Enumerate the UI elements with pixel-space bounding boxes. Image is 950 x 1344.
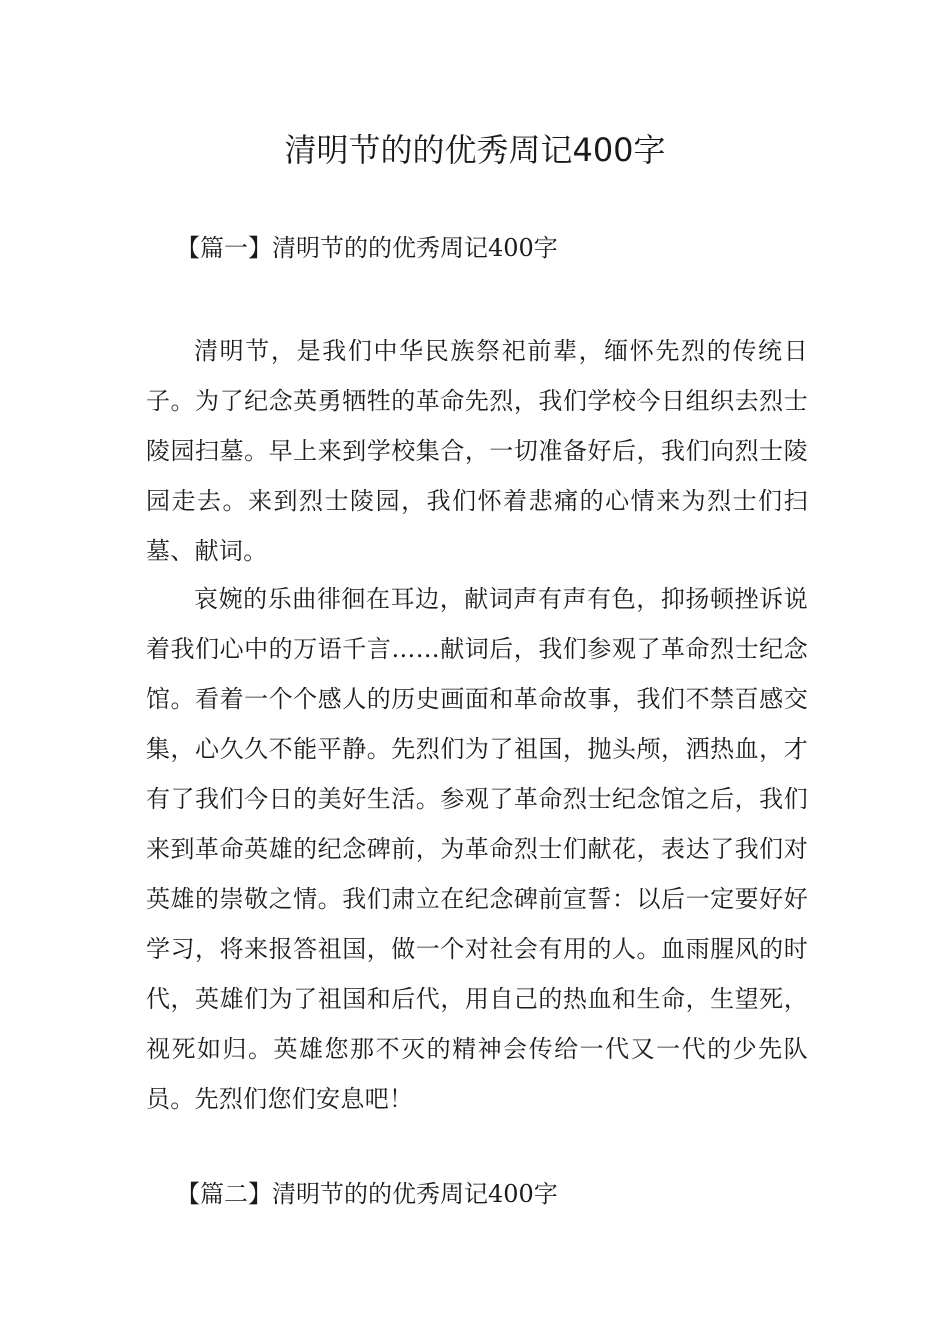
section-heading-2: 【篇二】清明节的的优秀周记400字 bbox=[176, 1180, 558, 1208]
document-title: 清明节的的优秀周记400字 bbox=[284, 131, 666, 169]
body-paragraph-1: 清明节，是我们中华民族祭祀前辈，缅怀先烈的传统日子。为了纪念英勇牺牲的革命先烈，我们学校今日组织去烈士陵园扫墓。早上来到学校集合，一切准备好后，我们向烈士陵园走去。来到烈士陵园，我们怀着悲痛的心情来为烈士们扫墓、献词。 bbox=[146, 337, 808, 565]
body-paragraph-2: 哀婉的乐曲徘徊在耳边，献词声有声有色，抑扬顿挫诉说着我们心中的万语千言……献词后，我们参观了革命烈士纪念馆。看着一个个感人的历史画面和革命故事，我们不禁百感交集，心久久不能平静。先烈们为了祖国，抛头颅，洒热血，才有了我们今日的美好生活。参观了革命烈士纪念馆之后，我们来到革命英雄的纪念碑前，为革命烈士们献花，表达了我们对英雄的崇敬之情。我们肃立在纪念碑前宣誓：以后一定要好好学习，将来报答祖国，做一个对社会有用的人。血雨腥风的时代，英雄们为了祖国和后代，用自己的热血和生命，生望死，视死如归。英雄您那不灭的精神会传给一代又一代的少先队员。先烈们您们安息吧！ bbox=[146, 585, 808, 1113]
section-heading-1: 【篇一】清明节的的优秀周记400字 bbox=[176, 234, 558, 262]
